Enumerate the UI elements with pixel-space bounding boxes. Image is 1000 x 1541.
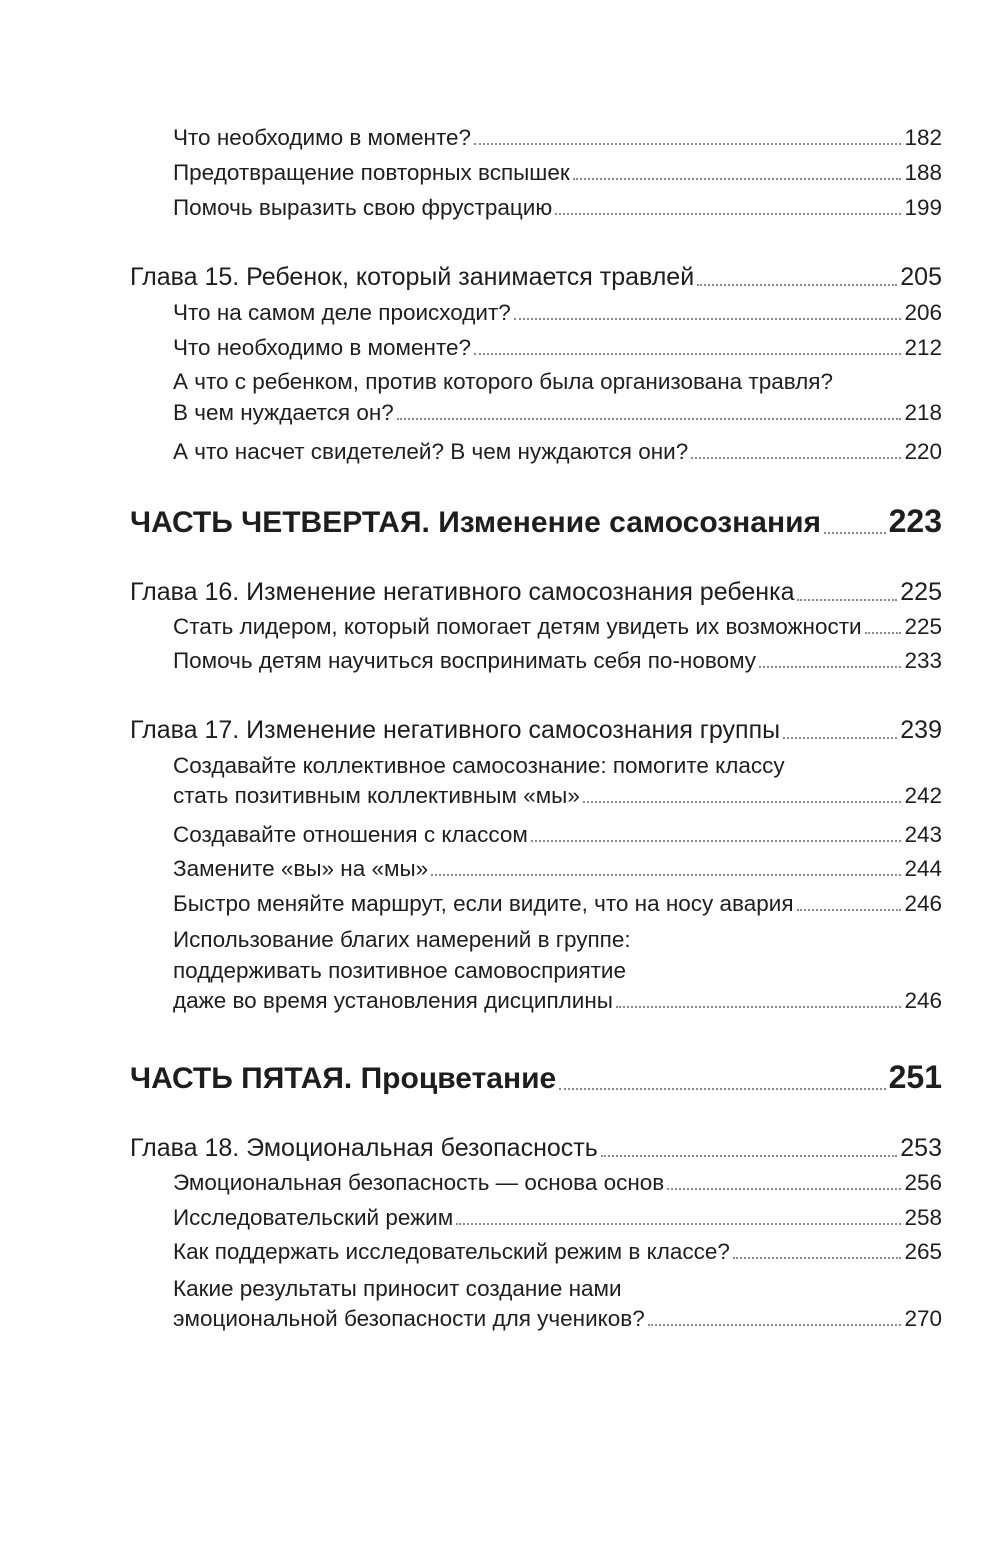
toc-entry-title: Замените «вы» на «мы» — [173, 856, 429, 881]
toc-entry — [173, 439, 942, 465]
toc-entry-title: даже во время установления дисциплины — [173, 988, 613, 1013]
dot-leader — [824, 532, 886, 534]
toc-entry-title: Предотвращение повторных вспышек — [173, 160, 570, 185]
toc-entry-page: 182 — [904, 125, 942, 150]
toc-entry-page: 265 — [904, 1239, 942, 1264]
toc-entry — [173, 891, 942, 917]
toc-chapter-title: Глава 16. Изменение негативного самосознания ребенка — [130, 578, 795, 606]
toc-entry-title: Как поддержать исследовательский режим в классе? — [173, 1239, 730, 1264]
toc-entry — [173, 1306, 942, 1332]
dot-leader — [397, 418, 902, 420]
toc-entry-title: Помочь выразить свою фрустрацию — [173, 195, 553, 220]
toc-chapter-title: Глава 17. Изменение негативного самосознания группы — [130, 716, 781, 744]
dot-leader — [648, 1324, 902, 1326]
toc-entry — [173, 160, 942, 186]
dot-leader — [559, 1088, 885, 1090]
toc-entry — [173, 300, 942, 326]
toc-chapter-entry — [130, 716, 942, 745]
dot-leader — [783, 737, 897, 739]
dot-leader — [514, 318, 902, 320]
dot-leader — [474, 143, 901, 145]
toc-chapter-page: 205 — [900, 263, 942, 291]
toc-entry — [173, 988, 942, 1014]
toc-entry-title: Эмоциональная безопасность — основа основ — [173, 1170, 665, 1195]
toc-entry-page: 199 — [904, 195, 942, 220]
toc-entry-page: 246 — [904, 988, 942, 1013]
toc-entry — [173, 400, 942, 426]
toc-part-title — [130, 1062, 556, 1096]
toc-entry — [173, 335, 942, 361]
toc-entry-title-line: А что с ребенком, против которого была организована травля? — [173, 369, 833, 394]
toc-entry-title: Исследовательский режим — [173, 1205, 454, 1230]
toc-chapter-title: Глава 18. Эмоциональная безопасность — [130, 1134, 598, 1162]
dot-leader — [865, 632, 902, 634]
toc-entry — [173, 856, 942, 882]
toc-entry-title: В чем нуждается он? — [173, 400, 394, 425]
toc-part-entry — [130, 503, 942, 540]
toc-chapter-page: 253 — [900, 1134, 942, 1162]
toc-entry-page: 225 — [904, 614, 942, 639]
toc-entry-page: 270 — [904, 1306, 942, 1331]
toc-chapter-page: 225 — [900, 578, 942, 606]
toc-entry-title-line: Создавайте коллективное самосознание: помогите классу — [173, 753, 785, 778]
toc-entry-title: Стать лидером, который помогает детям увидеть их возможности — [173, 614, 862, 639]
dot-leader — [601, 1155, 898, 1157]
dot-leader — [691, 457, 901, 459]
toc-part-page: 251 — [888, 1059, 942, 1095]
dot-leader — [555, 213, 901, 215]
toc-entry-page: 242 — [904, 783, 942, 808]
dot-leader — [616, 1006, 902, 1008]
toc-entry — [173, 648, 942, 674]
toc-entry-title-line: Какие результаты приносит создание нами — [173, 1276, 622, 1301]
toc-part-entry — [130, 1059, 942, 1096]
toc-part-page: 223 — [888, 503, 942, 539]
toc-entry-title: эмоциональной безопасности для учеников? — [173, 1306, 645, 1331]
toc-chapter-entry — [130, 263, 942, 292]
toc-entry-page: 256 — [904, 1170, 942, 1195]
toc-entry — [173, 783, 942, 809]
toc-entry-page: 246 — [904, 891, 942, 916]
toc-chapter-entry — [130, 1134, 942, 1163]
toc-entry-title: Создавайте отношения с классом — [173, 822, 528, 847]
toc-entry — [173, 614, 942, 640]
toc-entry-page: 244 — [904, 856, 942, 881]
dot-leader — [797, 599, 897, 601]
toc-chapter-page: 239 — [900, 716, 942, 744]
toc-entry — [173, 1239, 942, 1265]
toc-part-title — [130, 506, 821, 540]
toc-entry-page: 243 — [904, 822, 942, 847]
dot-leader — [456, 1223, 901, 1225]
dot-leader — [759, 666, 901, 668]
dot-leader — [583, 801, 902, 803]
toc-entry-title: стать позитивным коллективным «мы» — [173, 783, 580, 808]
dot-leader — [573, 178, 902, 180]
dot-leader — [667, 1188, 901, 1190]
toc-entry-title-line: поддерживать позитивное самовосприятие — [173, 958, 627, 983]
toc-part-name: Изменение самосознания — [438, 506, 822, 539]
toc-entry-page: 212 — [904, 335, 942, 360]
toc-entry — [173, 822, 942, 848]
toc-entry-page: 258 — [904, 1205, 942, 1230]
toc-entry-title: Что необходимо в моменте? — [173, 335, 472, 360]
toc-part-name: Процветание — [360, 1062, 557, 1095]
toc-entry-title: Что на самом деле происходит? — [173, 300, 511, 325]
toc-entry-page: 220 — [904, 439, 942, 464]
toc-entry-page: 218 — [904, 400, 942, 425]
toc-chapter-title: Глава 15. Ребенок, который занимается травлей — [130, 263, 695, 291]
dot-leader — [733, 1257, 902, 1259]
dot-leader — [431, 874, 901, 876]
toc-entry-title: Что необходимо в моменте? — [173, 125, 472, 150]
toc-entry-title: А что насчет свидетелей? В чем нуждаются они? — [173, 439, 689, 464]
toc-entry-title: Помочь детям научиться воспринимать себя по-новому — [173, 648, 757, 673]
toc-entry-page: 233 — [904, 648, 942, 673]
toc-part-prefix: ЧАСТЬ ЧЕТВЕРТАЯ. — [130, 506, 430, 539]
toc-entry — [173, 195, 942, 221]
dot-leader — [697, 284, 897, 286]
dot-leader — [797, 909, 902, 911]
toc-entry — [173, 1205, 942, 1231]
toc-entry-page: 206 — [904, 300, 942, 325]
toc-entry-title: Быстро меняйте маршрут, если видите, что на носу авария — [173, 891, 794, 916]
toc-chapter-entry — [130, 578, 942, 607]
toc-part-prefix: ЧАСТЬ ПЯТАЯ. — [130, 1062, 353, 1095]
dot-leader — [474, 353, 901, 355]
toc-entry — [173, 125, 942, 151]
dot-leader — [531, 840, 902, 842]
toc-entry — [173, 1170, 942, 1196]
toc-entry-page: 188 — [904, 160, 942, 185]
toc-entry-title-line: Использование благих намерений в группе: — [173, 927, 631, 952]
